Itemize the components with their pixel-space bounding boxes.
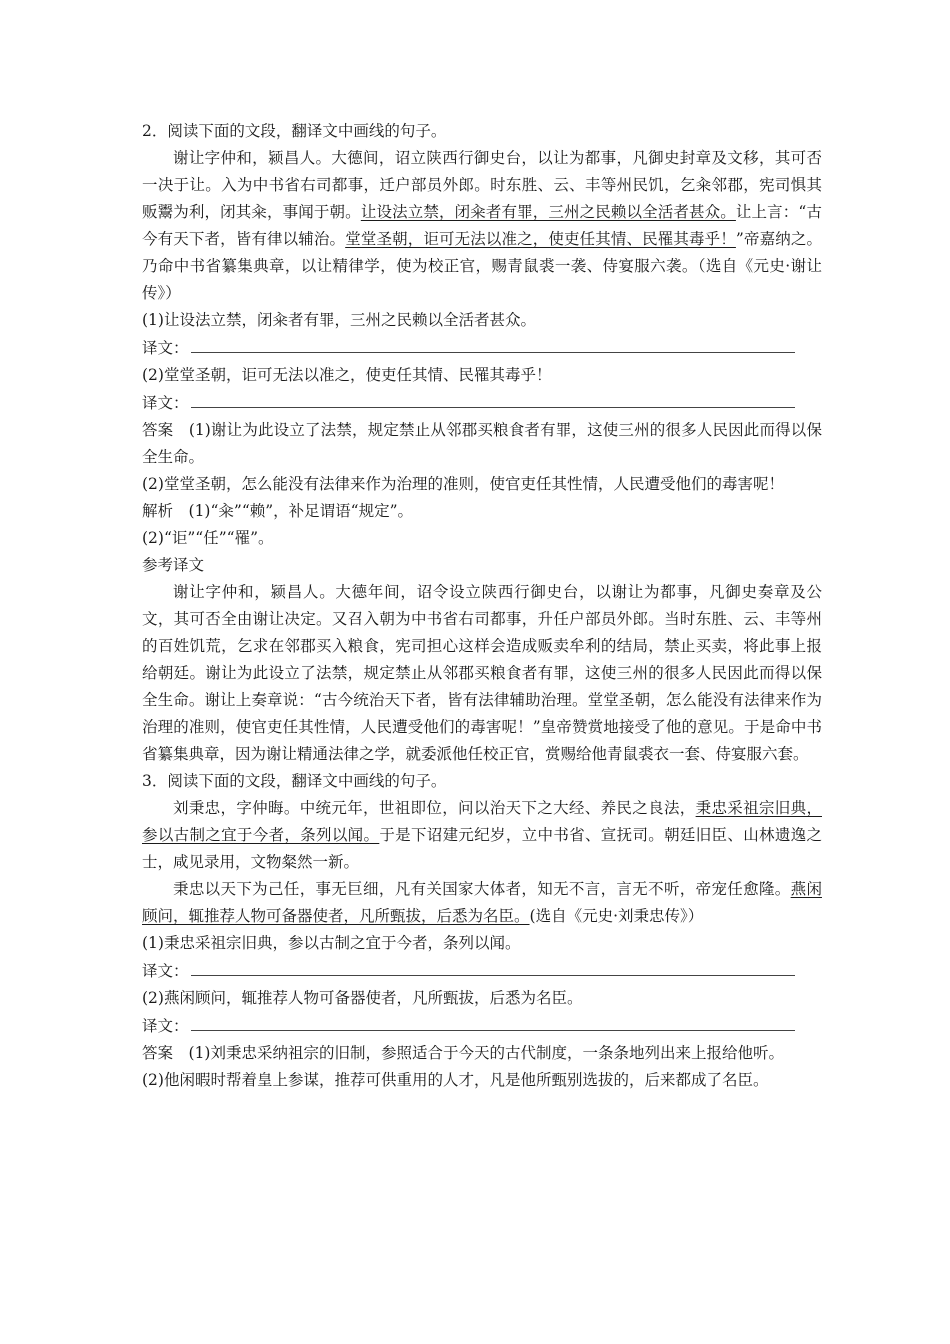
q2-passage-text-b: 让上言：“古今有天下者，皆有律以辅治。 [142,203,822,248]
q2-passage-text-a: 谢让字仲和，颍昌人。大德间，诏立陕西行御史台，以让为都事，凡御史封章及文移，其可否一决于让。入为中书省右司都事，迁户部员外郎。时东胜、云、丰等州民饥，乞籴邻郡，宪司惧其贩鬻为利，闭其籴，事闻于朝。 [142,149,822,221]
q3-translation-label-1: 译文： [142,962,189,980]
q3-answer-blank-2[interactable] [191,1012,795,1031]
q2-translation-label-2: 译文： [142,394,189,412]
q3-underlined-sentence-1: 秉忠采祖宗旧典，参以古制之宜于今者，条列以闻。 [142,799,822,844]
q2-answer-2: (2)堂堂圣朝，怎么能没有法律来作为治理的准则，使官吏任其性情，人民遭受他们的毒害呢！ [142,475,784,493]
q3-answer-blank-1[interactable] [191,957,795,976]
q3-heading: 3．阅读下面的文段，翻译文中画线的句子。 [142,772,447,790]
q3-passage-2 [142,876,822,930]
q2-analysis-text-1: (1)“籴”“赖”，补足谓语“规定”。 [188,502,414,520]
q2-reference-label: 参考译文 [142,556,205,574]
q3-subquestion-2: (2)燕闲顾问，辄推荐人物可备器使者，凡所甄拔，后悉为名臣。 [142,989,583,1007]
q2-answer-blank-2[interactable] [191,389,795,408]
q3-passage-text-b: 于是下诏建元纪岁，立中书省、宣抚司。朝廷旧臣、山林遗逸之士，咸见录用，文物粲然一新。 [142,826,822,871]
q2-subquestion-1: (1)让设法立禁，闭籴者有罪，三州之民赖以全活者甚众。 [142,311,536,329]
q2-answer-1 [142,417,822,471]
q3-answer-label: 答案 [142,1044,174,1062]
q3-translation-row-2 [142,1012,822,1040]
q2-subquestion-2: (2)堂堂圣朝，讵可无法以准之，使吏任其情、民罹其毒乎！ [142,366,552,384]
q2-answer-blank-1[interactable] [191,334,795,353]
q3-answer-2: (2)他闲暇时帮着皇上参谋，推荐可供重用的人才，凡是他所甄别选拔的，后来都成了名臣。 [142,1071,769,1089]
q3-passage-text-a: 刘秉忠，字仲晦。中统元年，世祖即位，问以治天下之大经、养民之良法， [173,799,696,817]
q3-answer-1 [142,1040,822,1067]
q3-answer-text-1: (1)刘秉忠采纳祖宗的旧制，参照适合于今天的古代制度，一条条地列出来上报给他听。 [188,1044,784,1062]
q2-passage [142,145,822,307]
q3-passage2-text-b: (选自《元史·刘秉忠传》） [529,907,704,925]
q2-heading: 2．阅读下面的文段，翻译文中画线的句子。 [142,122,447,140]
q2-translation-label-1: 译文： [142,339,189,357]
q2-translation-row-1 [142,334,822,362]
q3-passage2-text-a: 秉忠以天下为己任，事无巨细，凡有关国家大体者，知无不言，言无不听，帝宠任愈隆。 [173,880,791,898]
q3-passage-1 [142,795,822,876]
q2-analysis-1 [142,498,822,525]
q2-answer-label: 答案 [142,421,174,439]
q3-underlined-sentence-2: 燕闲顾问，辄推荐人物可备器使者，凡所甄拔，后悉为名臣。 [142,880,822,925]
q2-analysis-label: 解析 [142,502,174,520]
q2-passage-text-c: ”帝嘉纳之。乃命中书省纂集典章，以让精律学，使为校正官，赐青鼠裘一袭、侍宴服六袭。（选自《元史·谢让传》） [142,230,822,302]
q3-translation-label-2: 译文： [142,1017,189,1035]
q2-reference-translation: 谢让字仲和，颍昌人。大德年间，诏令设立陕西行御史台，以谢让为都事，凡御史奏章及公文，其可否全由谢让决定。又召入朝为中书省右司都事，升任户部员外郎。当时东胜、云、丰等州的百姓饥荒，乞求在邻郡买入粮食，宪司担心这样会造成贩卖牟利的结局，禁止买卖，将此事上报给朝廷。谢让为此设立了法禁，规定禁止从邻郡买粮食者有罪，这使三州的很多人民因此而得以保全生命。谢让上奏章说：“古今统治天下者，皆有法律辅助治理。堂堂圣朝，怎么能没有法律来作为治理的准则，使官吏任其性情，人民遭受他们的毒害呢！”皇帝赞赏地接受了他的意见。于是命中书省纂集典章，因为谢让精通法律之学，就委派他任校正官，赏赐给他青鼠裘衣一套、侍宴服六套。 [142,583,822,763]
q2-translation-row-2 [142,389,822,417]
q2-underlined-sentence-2: 堂堂圣朝，讵可无法以准之，使吏任其情、民罹其毒乎！ [345,230,736,248]
q2-answer-text-1: (1)谢让为此设立了法禁，规定禁止从邻郡买粮食者有罪，这使三州的很多人民因此而得以保全生命。 [142,421,822,466]
q3-translation-row-1 [142,957,822,985]
document-page [142,118,822,1094]
q2-analysis-2: (2)“讵”“任”“罹”。 [142,529,274,547]
q3-subquestion-1: (1)秉忠采祖宗旧典，参以古制之宜于今者，条列以闻。 [142,934,521,952]
q2-underlined-sentence-1: 让设法立禁，闭籴者有罪，三州之民赖以全活者甚众。 [360,203,736,221]
